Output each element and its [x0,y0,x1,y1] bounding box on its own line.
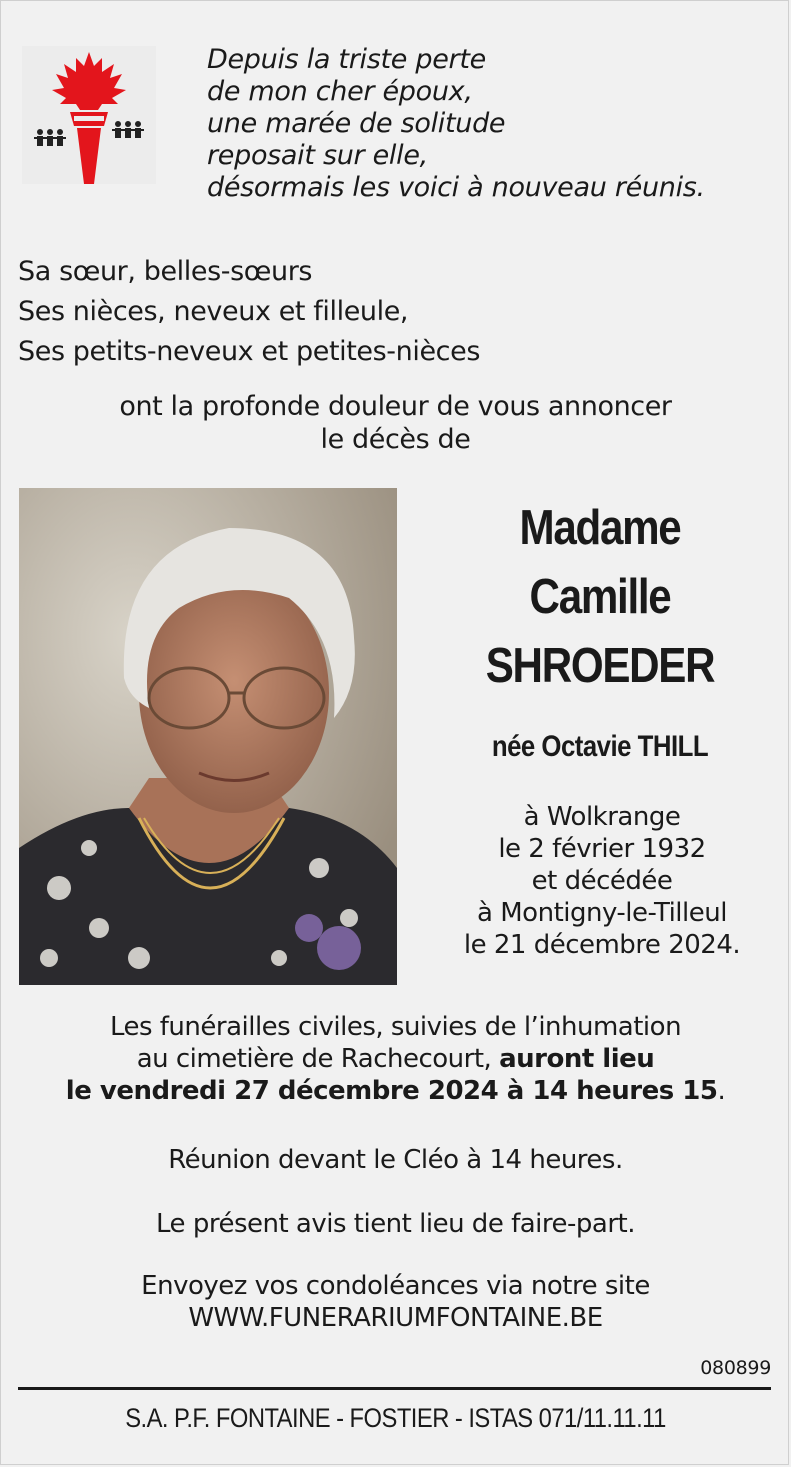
maiden-name: née Octavie THILL [491,730,709,763]
title: Madame [519,501,681,555]
condolences-line: Envoyez vos condoléances via notre site [141,1271,650,1301]
poem-line: Depuis la triste perte [207,44,486,75]
funeral-home-footer: S.A. P.F. FONTAINE - FOSTIER - ISTAS 071/11.11.11 [125,1403,666,1433]
date-line: et décédée [531,866,673,896]
funeral-place: au cimetière de Rachecourt, [136,1044,500,1074]
funeral-emphasis: auront lieu [499,1044,655,1074]
last-name: SHROEDER [485,639,715,693]
announcement-line: le décès de [320,424,471,455]
announcement-line: ont la profonde douleur de vous annoncer [119,391,672,422]
funeral-line [0,1075,791,1107]
funeral-line: Les funérailles civiles, suivies de l’inhumation [109,1012,682,1042]
notice-note: Le présent avis tient lieu de faire-part. [156,1209,635,1239]
date-line: à Montigny-le-Tilleul [477,898,727,928]
meeting-note: Réunion devant le Cléo à 14 heures. [168,1145,623,1175]
reference-number: 080899 [700,1357,771,1379]
portrait-photo [19,488,397,985]
poem-line: désormais les voici à nouveau réunis. [207,172,705,203]
date-line: le 21 décembre 2024. [463,930,741,960]
family-line: Ses nièces, neveux et filleule, [18,296,409,327]
poem-line: reposait sur elle, [207,140,428,171]
first-name: Camille [529,570,671,624]
poem-line: une marée de solitude [207,108,506,139]
family-list [18,252,480,372]
funeral-period: . [717,1076,726,1106]
family-line: Sa sœur, belles-sœurs [18,256,313,287]
condolences [0,1270,791,1334]
poem-line: de mon cher époux, [207,76,473,107]
funeral-details [0,1011,791,1107]
funeral-line [0,1043,791,1075]
birth-death-details [430,801,774,961]
divider [18,1387,771,1390]
website-link[interactable]: WWW.FUNERARIUMFONTAINE.BE [188,1303,603,1333]
deceased-name [430,494,770,701]
funeral-datetime: le vendredi 27 décembre 2024 à 14 heures 15 [65,1076,718,1106]
torch-emblem-logo [22,46,156,184]
announcement [0,390,791,456]
date-line: le 2 février 1932 [498,834,706,864]
date-line: à Wolkrange [523,802,681,832]
poem [207,44,787,204]
family-line: Ses petits-neveux et petites-nièces [18,336,480,367]
